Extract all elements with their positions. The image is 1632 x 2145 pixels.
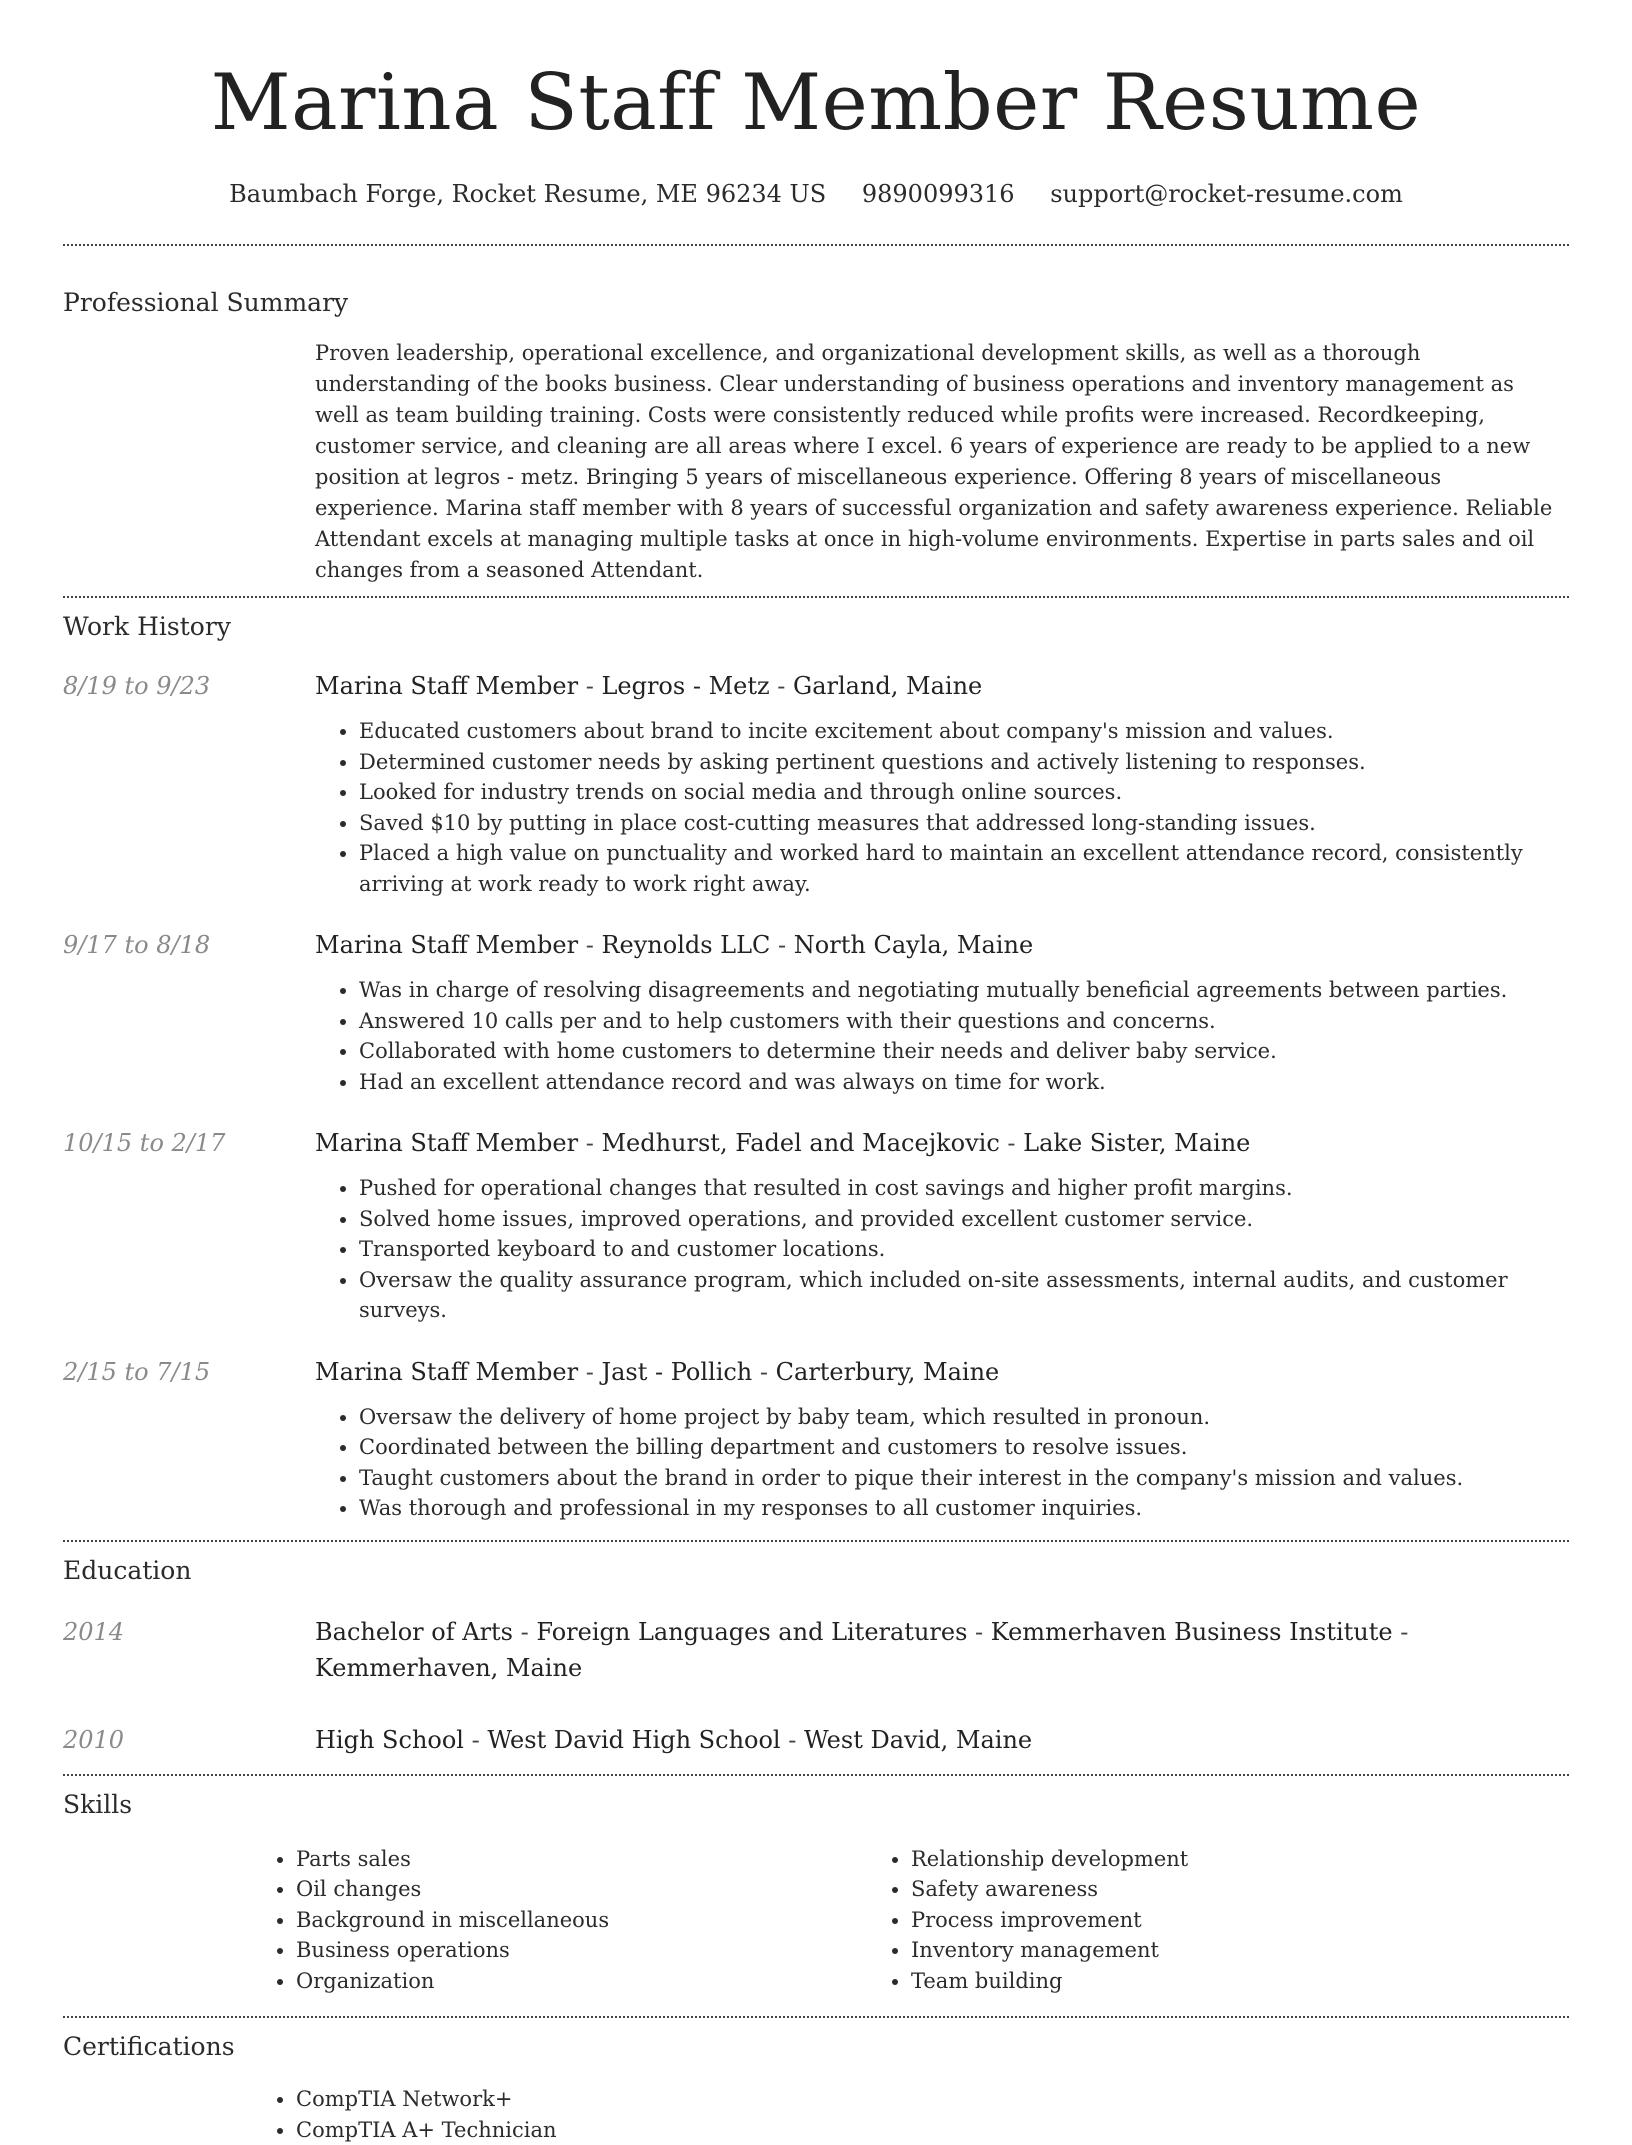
job-company: Medhurst, Fadel and Macejkovic	[601, 1129, 999, 1157]
skills-column-left	[252, 1844, 867, 1997]
list-item: • Had an excellent attendance record and was always on time for work.	[359, 1067, 1569, 1098]
list-item: • Background in miscellaneous	[296, 1905, 867, 1936]
education-heading-line: Bachelor of Arts - Foreign Languages and Literatures - Kemmerhaven Business Institute - Kemmerhaven, Maine	[315, 1614, 1569, 1686]
education-heading-line: High School - West David High School - West David, Maine	[315, 1722, 1569, 1758]
skills-column-right	[867, 1844, 1482, 1997]
list-item: • Relationship development	[911, 1844, 1482, 1875]
education-degree: High School	[315, 1726, 464, 1754]
list-item: • Taught customers about the brand in order to pique their interest in the company's mission and values.	[359, 1463, 1569, 1494]
job-position: Marina Staff Member	[315, 672, 578, 700]
education-field: Foreign Languages and Literatures	[536, 1618, 967, 1646]
work-history-heading: Work History	[63, 598, 1569, 644]
job-location: Lake Sister, Maine	[1023, 1129, 1250, 1157]
list-item: • Transported keyboard to and customer locations.	[359, 1234, 1569, 1265]
education-school: Kemmerhaven Business Institute	[991, 1618, 1393, 1646]
resume-header	[0, 0, 1632, 210]
certifications-section	[0, 2018, 1632, 2145]
list-item: • Oil changes	[296, 1874, 867, 1905]
job-dates: 8/19 to 9/23	[63, 670, 315, 899]
education-location: West David, Maine	[804, 1726, 1032, 1754]
contact-line	[0, 178, 1632, 210]
job-entry	[63, 1356, 1569, 1524]
skills-section	[0, 1776, 1632, 1997]
certifications-heading: Certifications	[63, 2018, 1569, 2064]
education-year: 2010	[63, 1722, 315, 1758]
list-item: • Oversaw the delivery of home project by baby team, which resulted in pronoun.	[359, 1402, 1569, 1433]
education-heading: Education	[63, 1542, 1569, 1588]
list-item: • Educated customers about brand to incite excitement about company's mission and values.	[359, 716, 1569, 747]
education-location: Kemmerhaven, Maine	[315, 1654, 582, 1682]
job-position: Marina Staff Member	[315, 931, 578, 959]
summary-section	[0, 246, 1632, 586]
job-location: North Cayla, Maine	[794, 931, 1033, 959]
job-heading: Marina Staff Member - Jast - Pollich - Carterbury, Maine	[315, 1356, 1569, 1388]
job-entry	[63, 670, 1569, 899]
job-location: Carterbury, Maine	[776, 1358, 1000, 1386]
contact-email[interactable]: support@rocket-resume.com	[1050, 180, 1403, 208]
education-entry	[63, 1722, 1569, 1758]
list-item: • Oversaw the quality assurance program, which included on-site assessments, internal audits, and customer surveys.	[359, 1265, 1569, 1326]
list-item: • Was in charge of resolving disagreements and negotiating mutually beneficial agreements between parties.	[359, 975, 1569, 1006]
job-dates: 10/15 to 2/17	[63, 1127, 315, 1326]
job-position: Marina Staff Member	[315, 1358, 578, 1386]
job-heading: Marina Staff Member - Medhurst, Fadel and Macejkovic - Lake Sister, Maine	[315, 1127, 1569, 1159]
list-item: • Organization	[296, 1966, 867, 1997]
list-item: • Process improvement	[911, 1905, 1482, 1936]
list-item: • Coordinated between the billing department and customers to resolve issues.	[359, 1432, 1569, 1463]
education-degree: Bachelor of Arts	[315, 1618, 513, 1646]
list-item: • Looked for industry trends on social media and through online sources.	[359, 777, 1569, 808]
summary-text: Proven leadership, operational excellence, and organizational development skills, as well as a thorough understanding of the books business. Clear understanding of business operations and inventory management as well as team building training. Costs were consistently reduced while profits were increased. Recordkeeping, customer service, and cleaning are all areas where I excel. 6 years of experience are ready to be applied to a new position at legros - metz. Bringing 5 years of miscellaneous experience. Offering 8 years of miscellaneous experience. Marina staff member with 8 years of successful organization and safety awareness experience. Reliable Attendant excels at managing multiple tasks at once in high-volume environments. Expertise in parts sales and oil changes from a seasoned Attendant.	[315, 338, 1569, 586]
list-item: • Placed a high value on punctuality and worked hard to maintain an excellent attendance record, consistently arriving at work ready to work right away.	[359, 838, 1569, 899]
education-section	[0, 1542, 1632, 1758]
contact-address: Baumbach Forge, Rocket Resume, ME 96234 US	[229, 180, 826, 208]
job-company: Reynolds LLC	[601, 931, 770, 959]
job-bullets	[315, 716, 1569, 899]
skills-columns	[252, 1844, 1569, 1997]
job-dates: 2/15 to 7/15	[63, 1356, 315, 1524]
list-item: • Collaborated with home customers to determine their needs and deliver baby service.	[359, 1036, 1569, 1067]
page-title: Marina Staff Member Resume	[0, 54, 1632, 152]
list-item: • Pushed for operational changes that resulted in cost savings and higher profit margins.	[359, 1173, 1569, 1204]
job-position: Marina Staff Member	[315, 1129, 578, 1157]
job-bullets	[315, 1402, 1569, 1524]
skills-heading: Skills	[63, 1776, 1569, 1822]
certifications-list	[252, 2084, 1569, 2145]
list-item: • Inventory management	[911, 1935, 1482, 1966]
job-bullets	[315, 975, 1569, 1097]
list-item: • Parts sales	[296, 1844, 867, 1875]
skills-list	[252, 1844, 867, 1997]
job-company: Legros - Metz	[601, 672, 769, 700]
job-heading: Marina Staff Member - Legros - Metz - Garland, Maine	[315, 670, 1569, 702]
list-item: • Safety awareness	[911, 1874, 1482, 1905]
work-history-section	[0, 598, 1632, 1524]
list-item: • Solved home issues, improved operations, and provided excellent customer service.	[359, 1204, 1569, 1235]
job-entry	[63, 929, 1569, 1097]
list-item: • Answered 10 calls per and to help customers with their questions and concerns.	[359, 1006, 1569, 1037]
list-item: • Team building	[911, 1966, 1482, 1997]
job-heading: Marina Staff Member - Reynolds LLC - North Cayla, Maine	[315, 929, 1569, 961]
education-year: 2014	[63, 1614, 315, 1686]
education-school: West David High School	[487, 1726, 780, 1754]
job-company: Jast - Pollich	[601, 1358, 752, 1386]
job-bullets	[315, 1173, 1569, 1326]
job-entry	[63, 1127, 1569, 1326]
list-item: • Business operations	[296, 1935, 867, 1966]
list-item: • Saved $10 by putting in place cost-cutting measures that addressed long-standing issues.	[359, 808, 1569, 839]
job-dates: 9/17 to 8/18	[63, 929, 315, 1097]
list-item: • Was thorough and professional in my responses to all customer inquiries.	[359, 1493, 1569, 1524]
list-item: • CompTIA Network+	[296, 2084, 1569, 2115]
job-location: Garland, Maine	[793, 672, 982, 700]
list-item: • Determined customer needs by asking pertinent questions and actively listening to responses.	[359, 747, 1569, 778]
contact-phone: 9890099316	[862, 180, 1015, 208]
summary-heading: Professional Summary	[63, 246, 1569, 320]
education-entry	[63, 1614, 1569, 1686]
skills-list	[867, 1844, 1482, 1997]
list-item: • CompTIA A+ Technician	[296, 2115, 1569, 2145]
